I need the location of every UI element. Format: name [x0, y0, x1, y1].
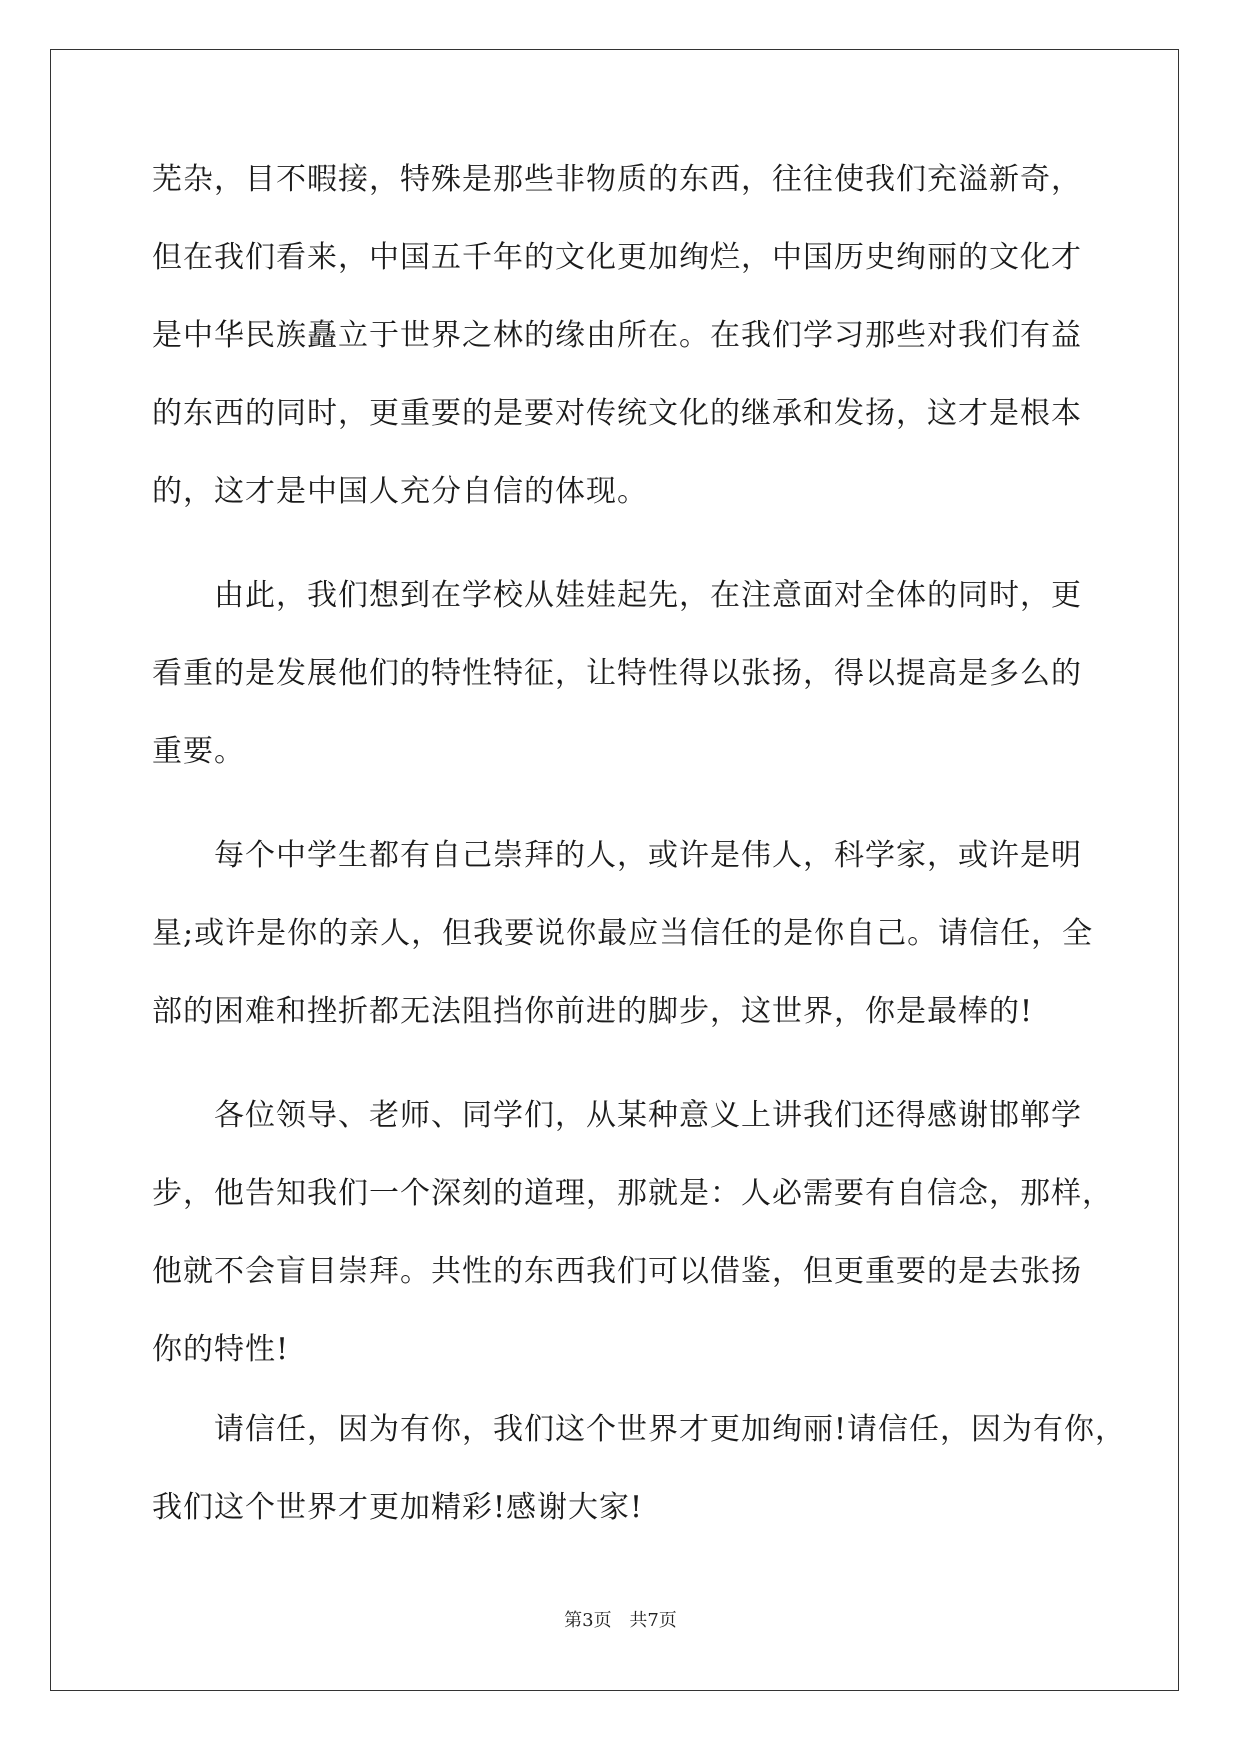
- text-line: 我们这个世界才更加精彩!感谢大家!: [152, 1490, 644, 1525]
- text-line: 看重的是发展他们的特性特征，让特性得以张扬，得以提高是多么的: [152, 656, 1082, 691]
- text-line: 他就不会盲目崇拜。共性的东西我们可以借鉴，但更重要的是去张扬: [152, 1254, 1082, 1289]
- text-line: 部的困难和挫折都无法阻挡你前进的脚步，这世界，你是最棒的!: [152, 994, 1034, 1029]
- text-line: 的东西的同时，更重要的是要对传统文化的继承和发扬，这才是根本: [152, 396, 1082, 431]
- text-line: 你的特性!: [152, 1332, 290, 1367]
- text-line: 芜杂，目不暇接，特殊是那些非物质的东西，往往使我们充溢新奇，: [152, 162, 1082, 197]
- text-line: 步，他告知我们一个深刻的道理，那就是：人必需要有自信念，那样，: [152, 1176, 1113, 1211]
- paragraph-start-line: 请信任，因为有你，我们这个世界才更加绚丽!请信任，因为有你，: [214, 1412, 1127, 1447]
- paragraph-start-line: 各位领导、老师、同学们，从某种意义上讲我们还得感谢邯郸学: [214, 1098, 1082, 1133]
- text-line: 星;或许是你的亲人，但我要说你最应当信任的是你自己。请信任，全: [152, 916, 1094, 951]
- text-line: 重要。: [152, 734, 245, 769]
- page-footer: [0, 1606, 1241, 1632]
- page-total: 共7页: [629, 1610, 677, 1631]
- page-number: 第3页: [564, 1610, 612, 1631]
- text-line: 是中华民族矗立于世界之林的缘由所在。在我们学习那些对我们有益: [152, 318, 1082, 353]
- text-line: 但在我们看来，中国五千年的文化更加绚烂，中国历史绚丽的文化才: [152, 240, 1082, 275]
- text-line: 的，这才是中国人充分自信的体现。: [152, 474, 648, 509]
- paragraph-start-line: 由此，我们想到在学校从娃娃起先，在注意面对全体的同时，更: [214, 578, 1082, 613]
- paragraph-start-line: 每个中学生都有自己崇拜的人，或许是伟人，科学家，或许是明: [214, 838, 1082, 873]
